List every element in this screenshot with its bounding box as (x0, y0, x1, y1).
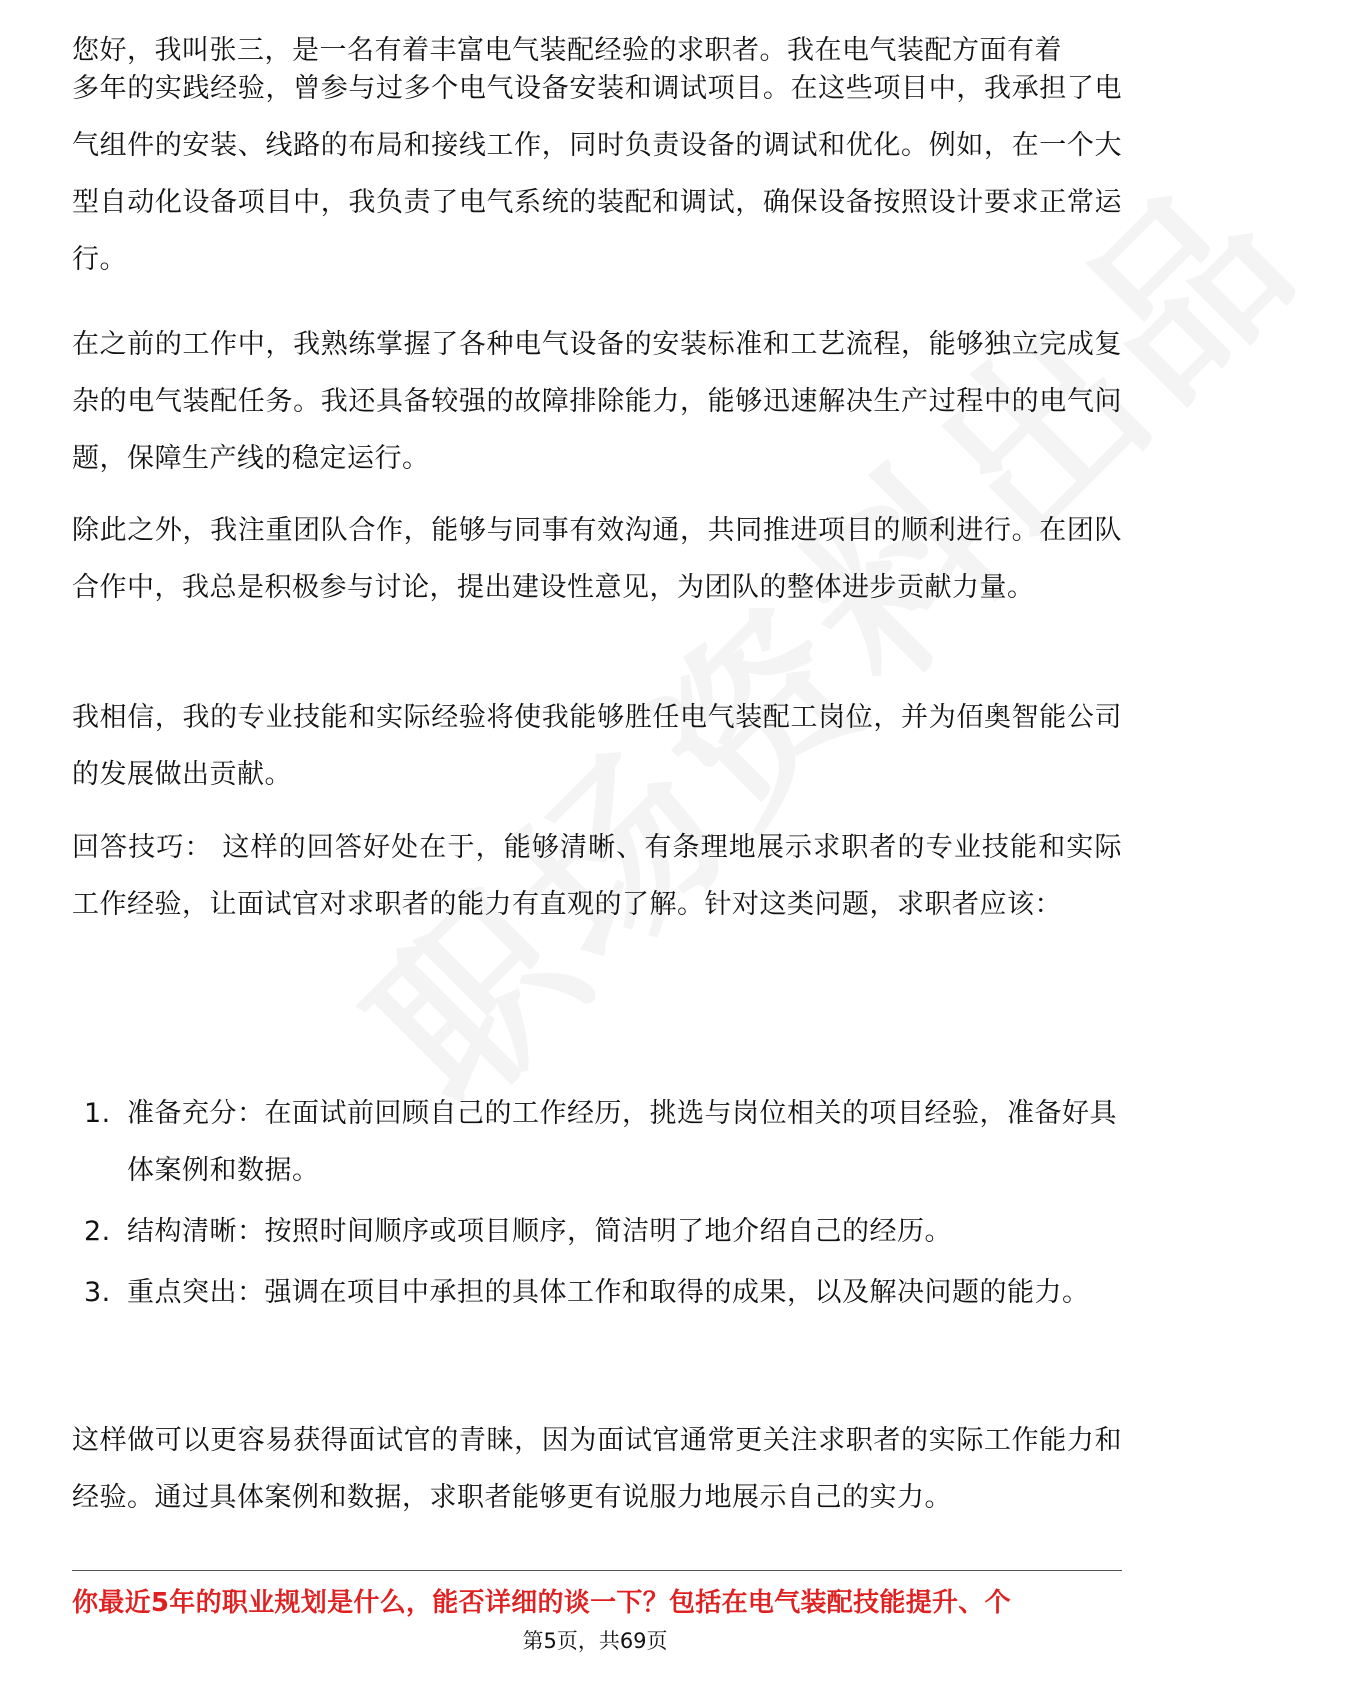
list-item-number: 2. (84, 1216, 111, 1247)
list-item-text: 重点突出：强调在项目中承担的具体工作和取得的成果，以及解决问题的能力。 (127, 1277, 1090, 1308)
list-item (72, 1203, 1122, 1260)
paragraph-3: 除此之外，我注重团队合作，能够与同事有效沟通，共同推进项目的顺利进行。在团队合作中，我总是积极参与讨论，提出建设性意见，为团队的整体进步贡献力量。 (72, 515, 1122, 603)
page-number-footer: 第5页，共69页 (522, 1629, 668, 1653)
list-item (72, 1085, 1122, 1199)
next-question-heading: 你最近5年的职业规划是什么，能否详细的谈一下？包括在电气装配技能提升、个 (72, 1588, 1011, 1618)
list-item (72, 1264, 1122, 1321)
list-item-text: 结构清晰：按照时间顺序或项目顺序，简洁明了地介绍自己的经历。 (127, 1216, 952, 1247)
clipped-top-line (0, 0, 1190, 66)
answer-tips-intro: 回答技巧： 这样的回答好处在于，能够清晰、有条理地展示求职者的专业技能和实际工作经验，让面试官对求职者的能力有直观的了解。针对这类问题，求职者应该： (72, 832, 1122, 920)
paragraph-1: 多年的实践经验，曾参与过多个电气设备安装和调试项目。在这些项目中，我承担了电气组件的安装、线路的布局和接线工作，同时负责设备的调试和优化。例如，在一个大型自动化设备项目中，我负责了电气系统的装配和调试，确保设备按照设计要求正常运行。 (72, 73, 1122, 275)
list-item-number: 3. (84, 1277, 111, 1308)
paragraph-conclusion: 这样做可以更容易获得面试官的青睐，因为面试官通常更关注求职者的实际工作能力和经验。通过具体案例和数据，求职者能够更有说服力地展示自己的实力。 (72, 1425, 1122, 1513)
tips-list (72, 1085, 1122, 1325)
paragraph-2: 在之前的工作中，我熟练掌握了各种电气设备的安装标准和工艺流程，能够独立完成复杂的电气装配任务。我还具备较强的故障排除能力，能够迅速解决生产过程中的电气问题，保障生产线的稳定运行。 (72, 329, 1122, 474)
list-item-text: 准备充分：在面试前回顾自己的工作经历，挑选与岗位相关的项目经验，准备好具体案例和数据。 (127, 1098, 1117, 1186)
paragraph-1-first-line: 您好，我叫张三，是一名有着丰富电气装配经验的求职者。我在电气装配方面有着 (72, 35, 1062, 66)
paragraph-4: 我相信，我的专业技能和实际经验将使我能够胜任电气装配工岗位，并为佰奥智能公司的发展做出贡献。 (72, 702, 1122, 790)
section-divider (72, 1570, 1122, 1571)
list-item-number: 1. (84, 1098, 111, 1129)
